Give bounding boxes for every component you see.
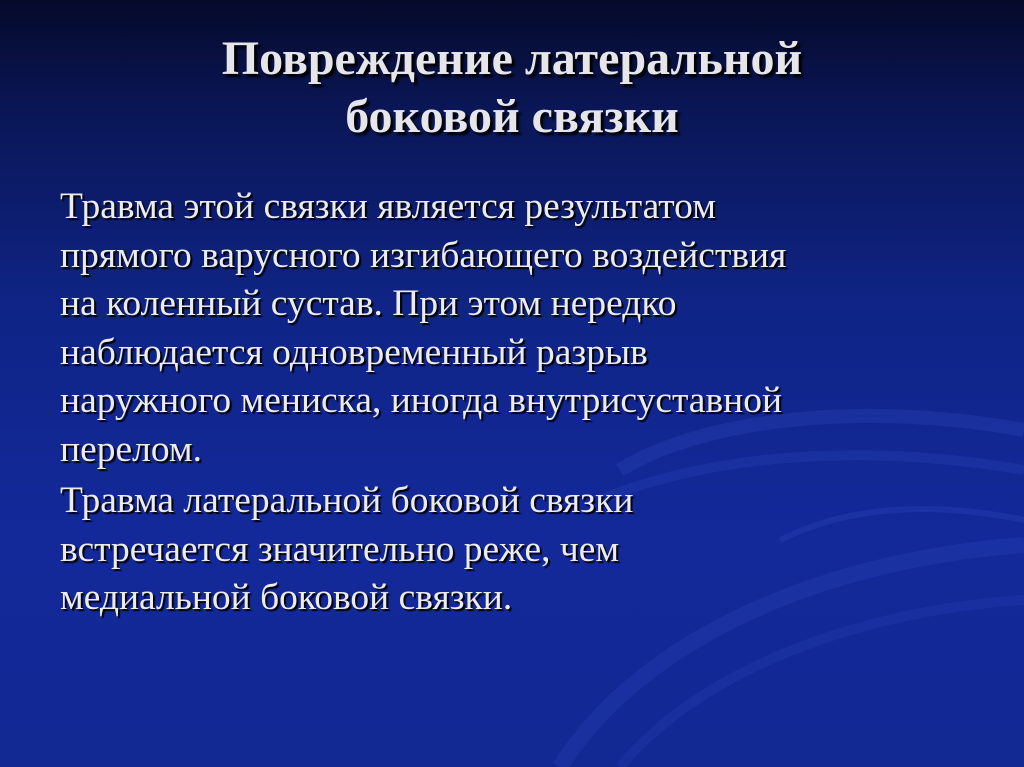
paragraph-1-line: перелом. [60,428,202,470]
title-line-2: боковой связки [345,90,679,143]
paragraph-1-line: наружного мениска, иногда внутрисуставной [60,380,783,421]
paragraph-1-line: прямого варусного изгибающего воздействия [60,234,787,276]
title-line-1: Повреждение латеральной [221,32,803,85]
paragraph-1-line: наблюдается одновременный разрыв [60,331,648,373]
paragraph-1 [60,183,980,474]
paragraph-2-line: Травма латеральной боковой связки [60,480,634,521]
paragraph-2 [60,477,980,623]
slide-body [60,183,980,626]
paragraph-1-line: на коленный сустав. При этом нередко [60,283,677,324]
paragraph-1-line: Травма этой связки является результатом [60,186,716,227]
paragraph-2-line: встречается значительно реже, чем [60,528,620,570]
slide-title [0,30,1024,146]
paragraph-2-line: медиальной боковой связки. [60,577,513,618]
